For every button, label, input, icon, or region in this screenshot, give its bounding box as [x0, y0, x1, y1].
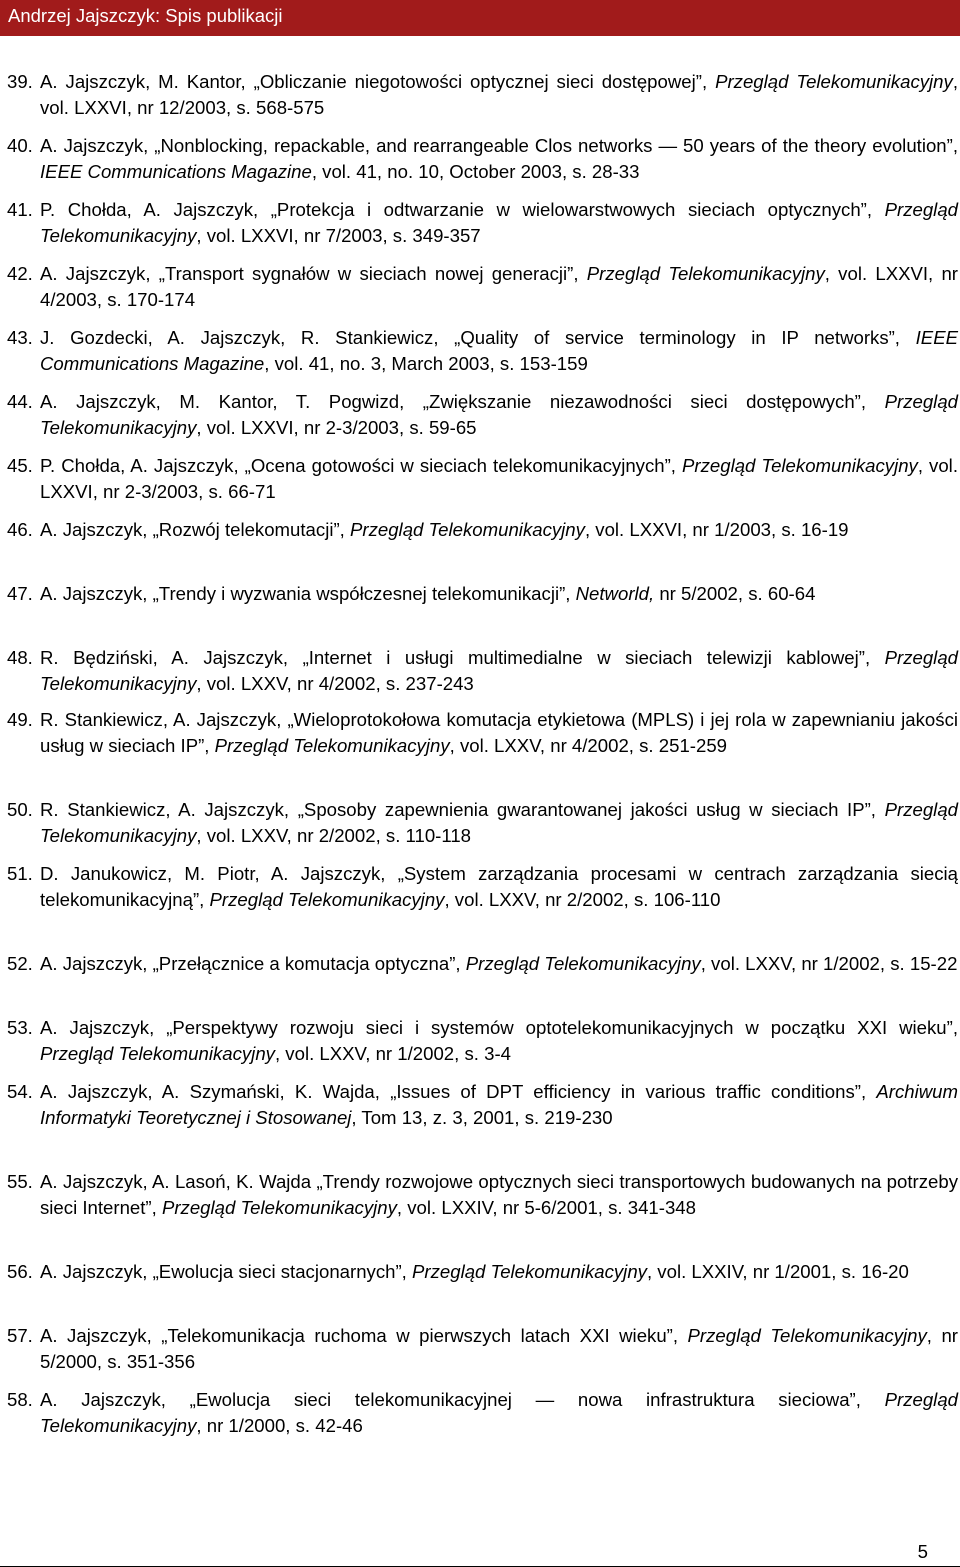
- citation-text: , Tom 13, z. 3, 2001, s. 219-230: [351, 1107, 613, 1128]
- entry-citation: [40, 1015, 958, 1067]
- entry-citation: [40, 1259, 958, 1285]
- citation-text: A. Jajszczyk, „Trendy i wyzwania współczesnej telekomunikacji”,: [40, 583, 576, 604]
- entry-citation: [40, 1079, 958, 1131]
- citation-text: A. Jajszczyk, „Rozwój telekomutacji”,: [40, 519, 350, 540]
- journal-title: IEEE Communications Magazine: [40, 327, 958, 374]
- entry-number: 56.: [7, 1261, 33, 1282]
- journal-title: Przegląd Telekomunikacyjny: [715, 71, 953, 92]
- citation-text: P. Chołda, A. Jajszczyk, „Protekcja i odtwarzanie w wielowarstwowych sieciach optycznych”,: [40, 199, 885, 220]
- entry-number: 41.: [7, 199, 33, 220]
- entry-citation: [40, 1387, 958, 1439]
- journal-title: Przegląd Telekomunikacyjny: [465, 953, 701, 974]
- journal-title: Przegląd Telekomunikacyjny: [40, 199, 958, 246]
- journal-title: Przegląd Telekomunikacyjny: [40, 1043, 275, 1064]
- citation-text: , vol. LXXVI, nr 1/2003, s. 16-19: [584, 519, 849, 540]
- citation-text: , vol. LXXVI, nr 2-3/2003, s. 59-65: [196, 417, 477, 438]
- entry-number: 46.: [7, 519, 33, 540]
- citation-text: , vol. 41, no. 10, October 2003, s. 28-33: [311, 161, 640, 182]
- citation-text: nr 5/2002, s. 60-64: [654, 583, 816, 604]
- entry-citation: [40, 389, 958, 441]
- entry-citation: [40, 1323, 958, 1375]
- entry-citation: [40, 707, 958, 759]
- citation-text: A. Jajszczyk, M. Kantor, „Obliczanie niegotowości optycznej sieci dostępowej”,: [40, 71, 716, 92]
- journal-title: Przegląd Telekomunikacyjny: [40, 799, 958, 846]
- citation-text: A. Jajszczyk, A. Szymański, K. Wajda, „Issues of DPT efficiency in various traffic conditions”,: [40, 1081, 877, 1102]
- citation-text: A. Jajszczyk, „Ewolucja sieci stacjonarnych”,: [40, 1261, 412, 1282]
- entry-number: 49.: [7, 709, 33, 730]
- entry-number: 44.: [7, 391, 33, 412]
- entry-number: 48.: [7, 647, 33, 668]
- citation-text: A. Jajszczyk, „Nonblocking, repackable, and rearrangeable Clos networks — 50 years of the theory evolution”,: [40, 135, 958, 156]
- citation-text: , vol. LXXV, nr 4/2002, s. 237-243: [196, 673, 474, 694]
- entry-citation: [40, 69, 958, 121]
- entry-citation: [40, 1169, 958, 1221]
- entry-number: 39.: [7, 71, 33, 92]
- citation-text: P. Chołda, A. Jajszczyk, „Ocena gotowości w sieciach telekomunikacyjnych”,: [40, 455, 683, 476]
- journal-title: Przegląd Telekomunikacyjny: [687, 1325, 927, 1346]
- citation-text: R. Stankiewicz, A. Jajszczyk, „Wieloprotokołowa komutacja etykietowa (MPLS) i jej rola w zapewnianiu jakości usług w sieciach IP”,: [40, 709, 958, 756]
- page-header: [0, 0, 960, 36]
- citation-text: , vol. LXXVI, nr 12/2003, s. 568-575: [40, 71, 958, 118]
- entry-number: 50.: [7, 799, 33, 820]
- header-title: Andrzej Jajszczyk: Spis publikacji: [8, 5, 283, 26]
- entry-number: 54.: [7, 1081, 33, 1102]
- citation-text: , vol. LXXIV, nr 1/2001, s. 16-20: [646, 1261, 909, 1282]
- journal-title: Przegląd Telekomunikacyjny: [586, 263, 825, 284]
- citation-text: R. Będziński, A. Jajszczyk, „Internet i usługi multimedialne w sieciach telewizji kablowej”,: [40, 647, 885, 668]
- citation-text: A. Jajszczyk, „Ewolucja sieci telekomunikacyjnej — nowa infrastruktura sieciowa”,: [40, 1389, 885, 1410]
- entry-number: 55.: [7, 1171, 33, 1192]
- journal-title: Archiwum Informatyki Teoretycznej i Stosowanej: [40, 1081, 958, 1128]
- journal-title: Przegląd Telekomunikacyjny: [349, 519, 585, 540]
- citation-text: A. Jajszczyk, M. Kantor, T. Pogwizd, „Zwiększanie niezawodności sieci dostępowych”,: [40, 391, 885, 412]
- citation-text: , vol. LXXV, nr 2/2002, s. 106-110: [444, 889, 721, 910]
- citation-text: , vol. LXXV, nr 1/2002, s. 3-4: [274, 1043, 511, 1064]
- entry-citation: [40, 261, 958, 313]
- entry-number: 45.: [7, 455, 33, 476]
- entry-number: 57.: [7, 1325, 33, 1346]
- journal-title: Przegląd Telekomunikacyjny: [40, 391, 958, 438]
- entry-citation: [40, 861, 958, 913]
- citation-text: A. Jajszczyk, „Przełącznice a komutacja optyczna”,: [40, 953, 466, 974]
- journal-title: Przegląd Telekomunikacyjny: [209, 889, 445, 910]
- entry-number: 52.: [7, 953, 33, 974]
- entry-number: 53.: [7, 1017, 33, 1038]
- entry-citation: [40, 325, 958, 377]
- citation-text: J. Gozdecki, A. Jajszczyk, R. Stankiewicz, „Quality of service terminology in IP networks”,: [40, 327, 916, 348]
- citation-text: , vol. LXXV, nr 1/2002, s. 15-22: [700, 953, 958, 974]
- citation-text: , nr 5/2000, s. 351-356: [40, 1325, 958, 1372]
- citation-text: D. Janukowicz, M. Piotr, A. Jajszczyk, „System zarządzania procesami w centrach zarządzania siecią telekomunikacyjną”,: [40, 863, 958, 910]
- entry-citation: [40, 133, 958, 185]
- entry-number: 40.: [7, 135, 33, 156]
- citation-text: A. Jajszczyk, A. Lasoń, K. Wajda „Trendy rozwojowe optycznych sieci transportowych budowanych na potrzeby sieci Internet”,: [40, 1171, 958, 1218]
- citation-text: , vol. 41, no. 3, March 2003, s. 153-159: [264, 353, 588, 374]
- entry-citation: [40, 453, 958, 505]
- citation-text: , vol. LXXIV, nr 5-6/2001, s. 341-348: [396, 1197, 696, 1218]
- citation-text: A. Jajszczyk, „Perspektywy rozwoju sieci i systemów optotelekomunikacyjnych w początku XXI wieku”,: [40, 1017, 958, 1038]
- journal-title: Przegląd Telekomunikacyjny: [214, 735, 450, 756]
- journal-title: Przegląd Telekomunikacyjny: [40, 1389, 958, 1436]
- citation-text: , vol. LXXVI, nr 7/2003, s. 349-357: [196, 225, 481, 246]
- citation-text: A. Jajszczyk, „Telekomunikacja ruchoma w pierwszych latach XXI wieku”,: [40, 1325, 688, 1346]
- journal-title: IEEE Communications Magazine: [40, 161, 312, 182]
- page-number: 5: [917, 1541, 928, 1562]
- journal-title: Przegląd Telekomunikacyjny: [682, 455, 918, 476]
- entry-number: 47.: [7, 583, 33, 604]
- entry-number: 42.: [7, 263, 33, 284]
- citation-text: , vol. LXXV, nr 2/2002, s. 110-118: [196, 825, 472, 846]
- citation-text: A. Jajszczyk, „Transport sygnałów w sieciach nowej generacji”,: [40, 263, 587, 284]
- journal-title: Przegląd Telekomunikacyjny: [161, 1197, 397, 1218]
- citation-text: , vol. LXXVI, nr 2-3/2003, s. 66-71: [40, 455, 958, 502]
- entry-citation: [40, 581, 958, 607]
- entry-citation: [40, 645, 958, 697]
- entry-citation: [40, 797, 958, 849]
- entry-citation: [40, 951, 958, 977]
- entry-number: 51.: [7, 863, 33, 884]
- entry-citation: [40, 517, 958, 543]
- citation-text: R. Stankiewicz, A. Jajszczyk, „Sposoby zapewnienia gwarantowanej jakości usług w sieciach IP”,: [40, 799, 885, 820]
- journal-title: Przegląd Telekomunikacyjny: [412, 1261, 647, 1282]
- citation-text: , nr 1/2000, s. 42-46: [196, 1415, 363, 1436]
- journal-title: Networld,: [575, 583, 655, 604]
- citation-text: , vol. LXXVI, nr 4/2003, s. 170-174: [40, 263, 958, 310]
- entry-citation: [40, 197, 958, 249]
- journal-title: Przegląd Telekomunikacyjny: [40, 647, 958, 694]
- entry-number: 58.: [7, 1389, 33, 1410]
- citation-text: , vol. LXXV, nr 4/2002, s. 251-259: [449, 735, 727, 756]
- entry-number: 43.: [7, 327, 33, 348]
